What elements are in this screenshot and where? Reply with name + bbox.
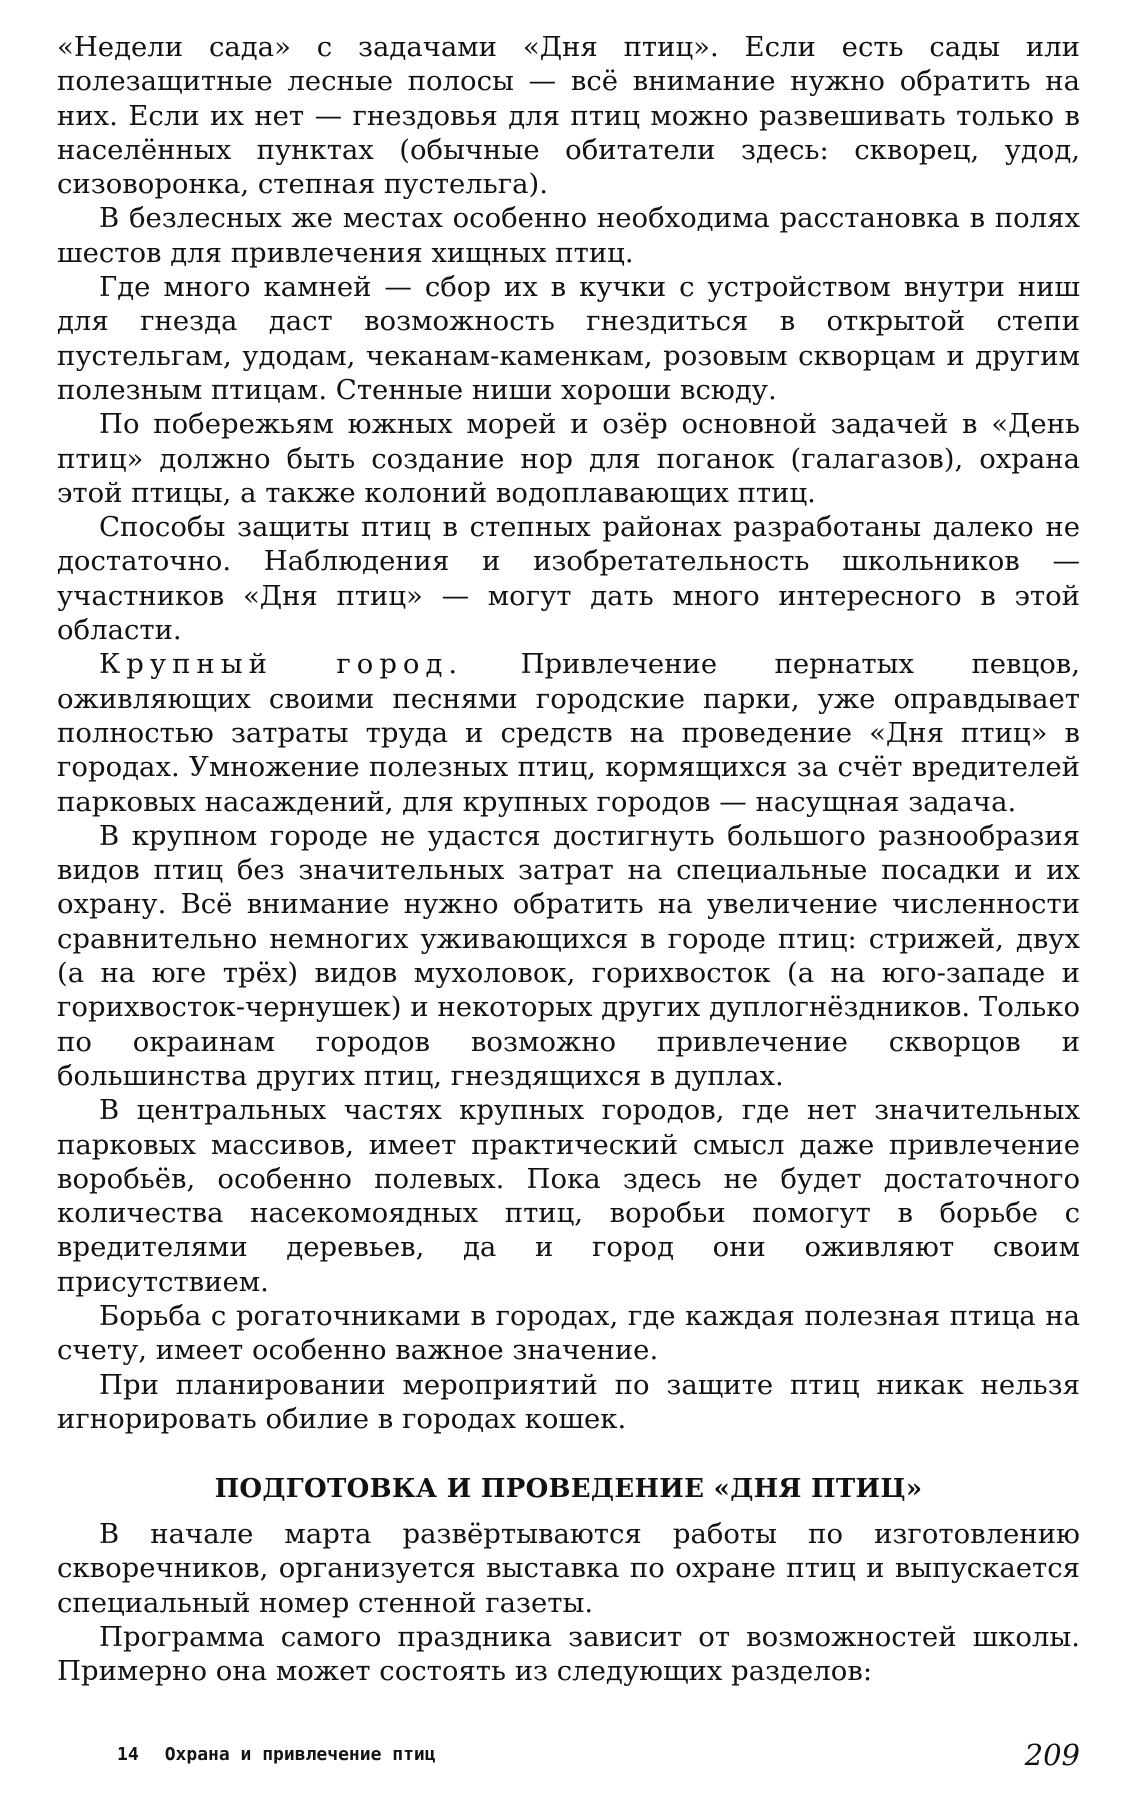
paragraph-5: Способы защиты птиц в степных районах разработаны далеко не достаточно. Наблюдения и изобретательность школьников — участников «Дня птиц» — могут дать много интересного в этой области. — [57, 511, 1080, 647]
paragraph-10: При планировании мероприятий по защите птиц никак нельзя игнорировать обилие в городах кошек. — [57, 1368, 1080, 1435]
signature-title: Охрана и привлечение птиц — [164, 1744, 436, 1765]
section-lead-city: Крупный город. — [99, 648, 464, 681]
section-heading: ПОДГОТОВКА И ПРОВЕДЕНИЕ «ДНЯ ПТИЦ» — [214, 1474, 923, 1505]
paragraph-6 — [57, 647, 1080, 818]
paragraph-6-body: Привлечение пернатых певцов, оживляющих своими песнями городские парки, уже оправдывает полностью затраты труда и средств на проведение «Дня птиц» в городах. Умножение полезных птиц, кормящихся за счёт вредителей парковых насаждений, для крупных городов — насущная задача. — [57, 648, 1081, 818]
section-paragraph-2: Программа самого праздника зависит от возможностей школы. Примерно она может состоять из следующих разделов: — [57, 1621, 1080, 1688]
paragraph-7: В крупном городе не удастся достигнуть большого разнообразия видов птиц без значительных затрат на специальные посадки и их охрану. Всё внимание нужно обратить на увеличение численности сравнительно немногих уживающихся в городе птиц: стрижей, двух (а на юге трёх) видов мухоловок, горихвосток (а на юго-западе и горихвосток-чернушек) и некоторых других дуплогнёздников. Только по окраинам городов возможно привлечение скворцов и большинства других птиц, гнездящихся в дуплах. — [57, 819, 1080, 1092]
paragraph-1: «Недели сада» с задачами «Дня птиц». Если есть сады или полезащитные лесные полосы — всё внимание нужно обратить на них. Если их нет — гнездовья для птиц можно развешивать только в населённых пунктах (обычные обитатели здесь: скворец, удод, сизоворонка, степная пустельга). — [57, 31, 1080, 201]
paragraph-3: Где много камней — сбор их в кучки с устройством внутри ниш для гнезда даст возможность гнездиться в открытой степи пустельгам, удодам, чеканам-каменкам, розовым скворцам и другим полезным птицам. Стенные ниши хороши всюду. — [57, 271, 1080, 406]
paragraph-8: В центральных частях крупных городов, где нет значительных парковых массивов, имеет практический смысл даже привлечение воробьёв, особенно полевых. Пока здесь не будет достаточного количества насекомоядных птиц, воробьи помогут в борьбе с вредителями деревьев, да и город они оживляют своим присутствием. — [57, 1094, 1080, 1298]
section-paragraph-1: В начале марта развёртываются работы по изготовлению скворечников, организуется выставка по охране птиц и выпускается специальный номер стенной газеты. — [57, 1518, 1080, 1619]
page-footer — [57, 1738, 1080, 1772]
signature-number: 14 — [117, 1744, 139, 1765]
paragraph-9: Борьба с рогаточниками в городах, где каждая полезная птица на счету, имеет особенно важное значение. — [57, 1299, 1080, 1367]
page-number: 209 — [1024, 1738, 1080, 1772]
paragraph-4: По побережьям южных морей и озёр основной задачей в «День птиц» должно быть создание нор для поганок (галагазов), охрана этой птицы, а также колоний водоплавающих птиц. — [57, 408, 1080, 509]
paragraph-2: В безлесных же местах особенно необходима расстановка в полях шестов для привлечения хищных птиц. — [57, 202, 1080, 269]
signature-mark — [117, 1744, 436, 1765]
